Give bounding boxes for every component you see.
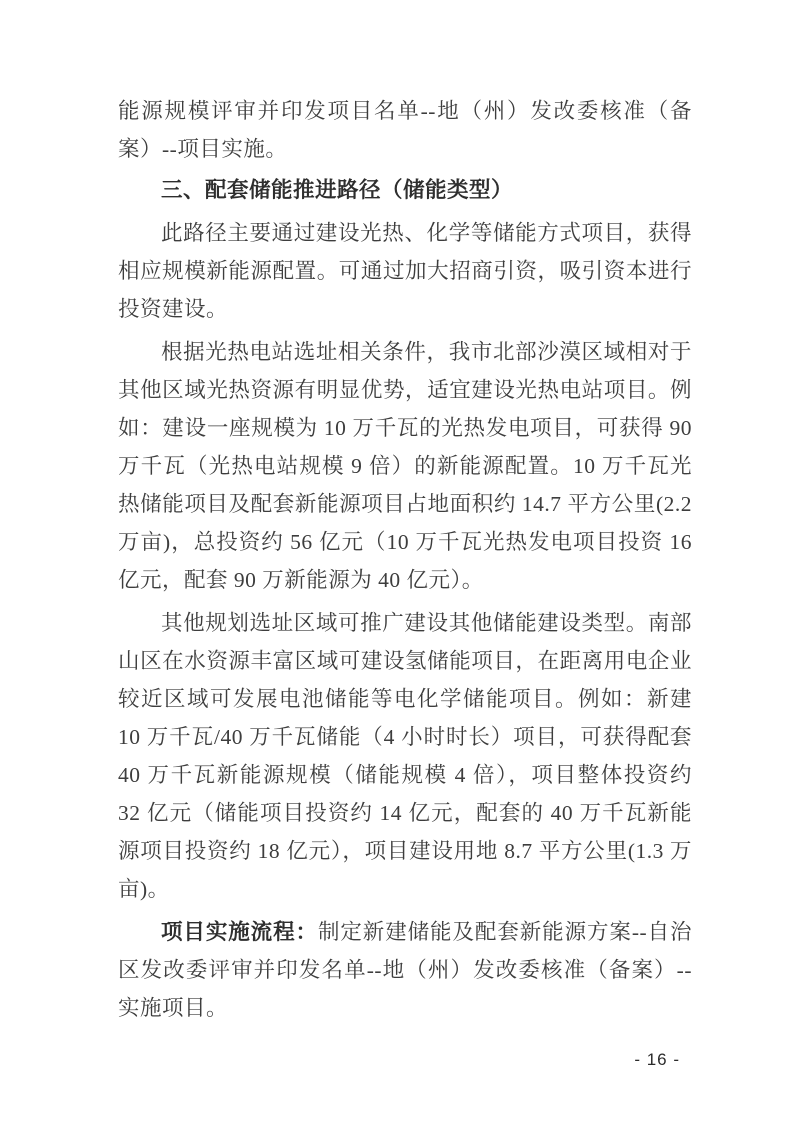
process-text: 制定新建储能及配套新能源方案--自治区发改委评审并印发名单--地（州）发改委核准（备案）--实施项目。 [118,920,692,1020]
paragraph-implementation-process [118,913,692,1027]
page-footer [0,1050,680,1070]
document-body [118,92,692,1027]
process-label: 项目实施流程： [161,920,318,944]
section-heading: 三、配套储能推进路径（储能类型） [161,178,514,202]
paragraph-continuation: 能源规模评审并印发项目名单--地（州）发改委核准（备案）--项目实施。 [118,99,692,161]
paragraph-solar-thermal: 根据光热电站选址相关条件，我市北部沙漠区域相对于其他区域光热资源有明显优势，适宜建设光热电站项目。例如：建设一座规模为 10 万千瓦的光热发电项目，可获得 90 万千瓦（光热电站规模 9 倍）的新能源配置。10 万千瓦光热储能项目及配套新能源项目占地面积约 14.7 平方公里(2.2 万亩)，总投资约 56 亿元（10 万千瓦光热发电项目投资 16 亿元，配套 90 万新能源为 40 亿元）。 [118,340,692,592]
paragraph-intro: 此路径主要通过建设光热、化学等储能方式项目，获得相应规模新能源配置。可通过加大招商引资，吸引资本进行投资建设。 [118,221,692,321]
page-number: - 16 - [634,1050,680,1069]
paragraph-other-storage: 其他规划选址区域可推广建设其他储能建设类型。南部山区在水资源丰富区域可建设氢储能项目，在距离用电企业较近区域可发展电池储能等电化学储能项目。例如：新建 10 万千瓦/40 万千瓦储能（4 小时时长）项目，可获得配套 40 万千瓦新能源规模（储能规模 4 倍），项目整体投资约 32 亿元（储能项目投资约 14 亿元，配套的 40 万千瓦新能源项目投资约 18 亿元），项目建设用地 8.7 平方公里(1.3 万亩)。 [118,611,692,901]
